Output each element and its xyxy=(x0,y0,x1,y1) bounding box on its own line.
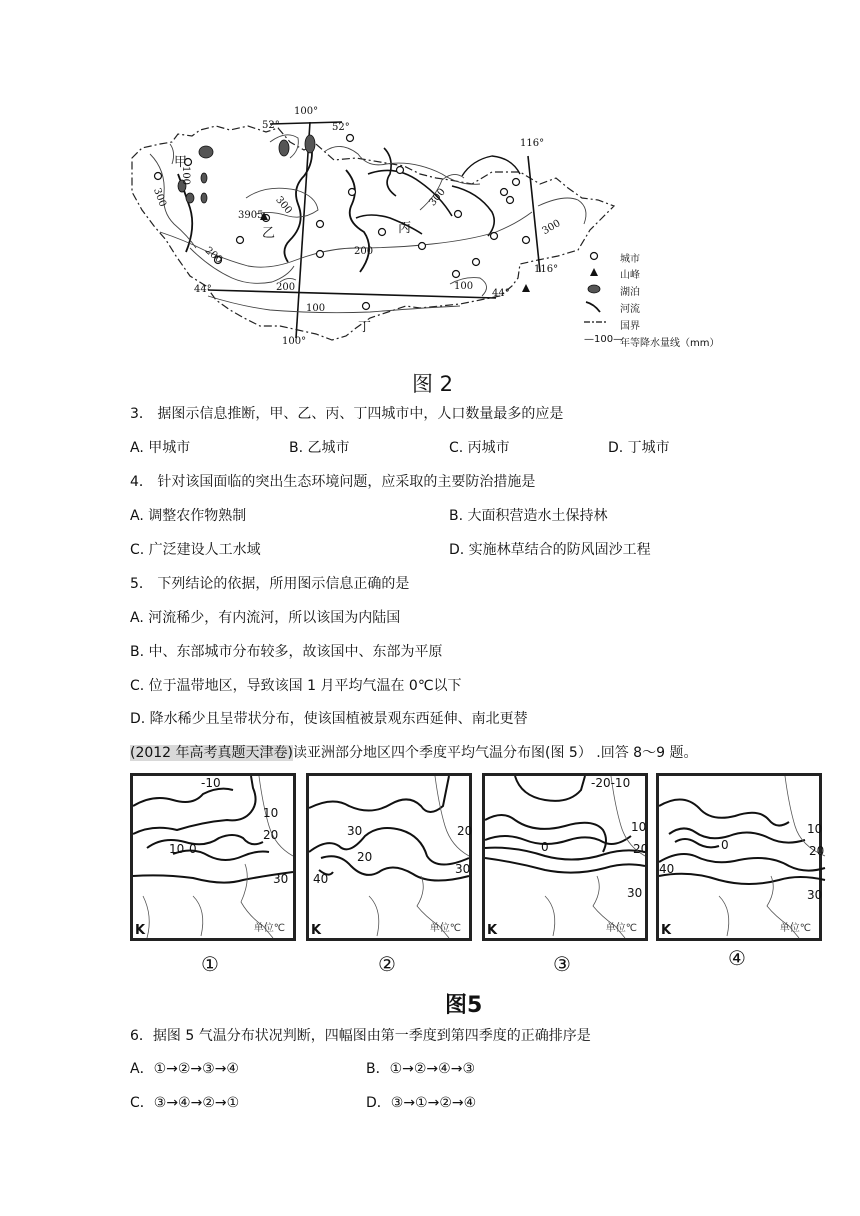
corner-letter: K xyxy=(311,923,322,938)
option-c: C. 丙城市 xyxy=(449,440,510,456)
meridian-100-bottom: 100° xyxy=(282,336,307,347)
question-6-stem: 6．据图 5 气温分布状况判断，四幅图由第一季度到第四季度的正确排序是 xyxy=(130,1028,591,1044)
isotherm-label: 10 xyxy=(807,822,823,836)
isotherm-label: 0 xyxy=(721,838,729,852)
isotherm-label: 20 xyxy=(809,844,825,858)
isotherm-label: -20-10 xyxy=(591,776,631,790)
question-3-stem: 3． 据图示信息推断，甲、乙、丙、丁四城市中，人口数量最多的应是 xyxy=(130,406,564,422)
source-tag: (2012 年高考真题天津卷) xyxy=(130,745,294,761)
city-bing: 丙 xyxy=(398,221,412,236)
isohyet-label: 300 xyxy=(427,186,448,209)
figure-2-title: 图 2 xyxy=(412,372,454,396)
isotherm-label: 30 xyxy=(807,888,823,902)
option-b: B. 乙城市 xyxy=(289,440,350,456)
legend-icons xyxy=(584,253,606,323)
parallel-44-west: 44° xyxy=(194,284,212,295)
isotherm-label: 10 xyxy=(263,806,279,820)
option-a: A．①→②→③→④ xyxy=(130,1061,239,1077)
panel-number-4: ④ xyxy=(728,946,746,970)
unit-label: 单位℃ xyxy=(605,923,637,934)
legend-peak: 山峰 xyxy=(620,270,640,281)
panel-number-3: ③ xyxy=(553,952,571,976)
isotherm-label: 0 xyxy=(189,842,197,856)
isohyet-label: 200 xyxy=(354,246,374,257)
corner-letter: K xyxy=(135,923,146,938)
temperature-panel-4 xyxy=(656,773,825,941)
legend-border: 国界 xyxy=(620,321,640,332)
option-c: C. 位于温带地区，导致该国 1 月平均气温在 0℃以下 xyxy=(130,678,462,694)
isotherm-label: 10 xyxy=(631,820,647,834)
option-d: D．③→①→②→④ xyxy=(366,1095,477,1111)
isohyet-label: 200 xyxy=(202,245,225,266)
isotherm-label: -10 xyxy=(201,776,221,790)
isohyet-label: 100 xyxy=(180,165,192,186)
corner-letter: K xyxy=(661,923,672,938)
isotherm-label: 30 xyxy=(273,872,289,886)
option-d: D. 降水稀少且呈带状分布，使该国植被景观东西延伸、南北更替 xyxy=(130,711,528,727)
isotherm-label: 30 xyxy=(455,862,471,876)
isohyet-label: 100 xyxy=(454,281,474,292)
question-5-stem: 5． 下列结论的依据，所用图示信息正确的是 xyxy=(130,576,410,592)
peak-height: 3905 xyxy=(238,210,264,221)
isotherm-label: 10 xyxy=(169,842,185,856)
corner-letter: K xyxy=(487,923,498,938)
question-4-stem: 4． 针对该国面临的突出生态环境问题，应采取的主要防治措施是 xyxy=(130,474,536,490)
isohyet-label: 300 xyxy=(540,217,563,238)
legend-isohyet: 年等降水量线（mm） xyxy=(620,338,720,349)
isotherm-label: 20 xyxy=(263,828,279,842)
intro-text: 读亚洲部分地区四个季度平均气温分布图(图 5） .回答 8～9 题。 xyxy=(293,745,698,761)
option-b: B. 中、东部城市分布较多，故该国中、东部为平原 xyxy=(130,644,443,660)
unit-label: 单位℃ xyxy=(253,923,285,934)
option-a: A. 调整农作物熟制 xyxy=(130,508,247,524)
temperature-panel-1 xyxy=(130,773,296,941)
isotherm-label: 20 xyxy=(633,842,649,856)
isohyet-label: 100 xyxy=(306,303,326,314)
option-b: B．①→②→④→③ xyxy=(366,1061,475,1077)
isotherm-label: 30 xyxy=(347,824,363,838)
meridian-116-top: 116° xyxy=(520,138,545,149)
option-a: A. 甲城市 xyxy=(130,440,191,456)
isotherm-label: 0 xyxy=(541,840,549,854)
parallel-52-b: 52° xyxy=(332,122,350,133)
isotherm-label: 40 xyxy=(313,872,329,886)
legend-river: 河流 xyxy=(620,304,640,315)
option-d: D. 丁城市 xyxy=(608,440,670,456)
figure-5-title: 图5 xyxy=(445,993,483,1018)
precipitation-map xyxy=(120,100,740,360)
parallel-52-a: 52° xyxy=(262,120,280,131)
option-d: D. 实施林草结合的防风固沙工程 xyxy=(449,542,651,558)
meridian-100-top: 100° xyxy=(294,106,319,117)
isotherm-label: 30 xyxy=(627,886,643,900)
temperature-panel-2 xyxy=(306,773,472,941)
temperature-panel-3 xyxy=(482,773,648,941)
panel-number-1: ① xyxy=(201,952,219,976)
isohyet-label: 200 xyxy=(276,282,296,293)
meridian-116-mid: 116° xyxy=(534,264,559,275)
option-a: A. 河流稀少，有内流河，所以该国为内陆国 xyxy=(130,610,401,626)
isotherm-label: 20 xyxy=(357,850,373,864)
unit-label: 单位℃ xyxy=(779,923,811,934)
isotherm-label: 20 xyxy=(457,824,473,838)
legend-isohyet-prefix: —100— xyxy=(584,334,624,345)
city-yi: 乙 xyxy=(262,226,276,241)
option-c: C．③→④→②→① xyxy=(130,1095,240,1111)
city-ding: 丁 xyxy=(358,320,372,335)
option-c: C. 广泛建设人工水域 xyxy=(130,542,261,558)
isohyet-label: 300 xyxy=(273,194,294,217)
city-jia: 甲 xyxy=(174,155,188,170)
legend-lake: 湖泊 xyxy=(620,287,640,298)
isotherm-label: 40 xyxy=(659,862,675,876)
unit-label: 单位℃ xyxy=(429,923,461,934)
legend-city: 城市 xyxy=(620,254,640,265)
option-b: B. 大面积营造水土保持林 xyxy=(449,508,608,524)
section-intro xyxy=(130,743,697,763)
panel-number-2: ② xyxy=(378,952,396,976)
parallel-44-east: 44° xyxy=(492,288,510,299)
isohyet-label: 300 xyxy=(151,186,168,209)
